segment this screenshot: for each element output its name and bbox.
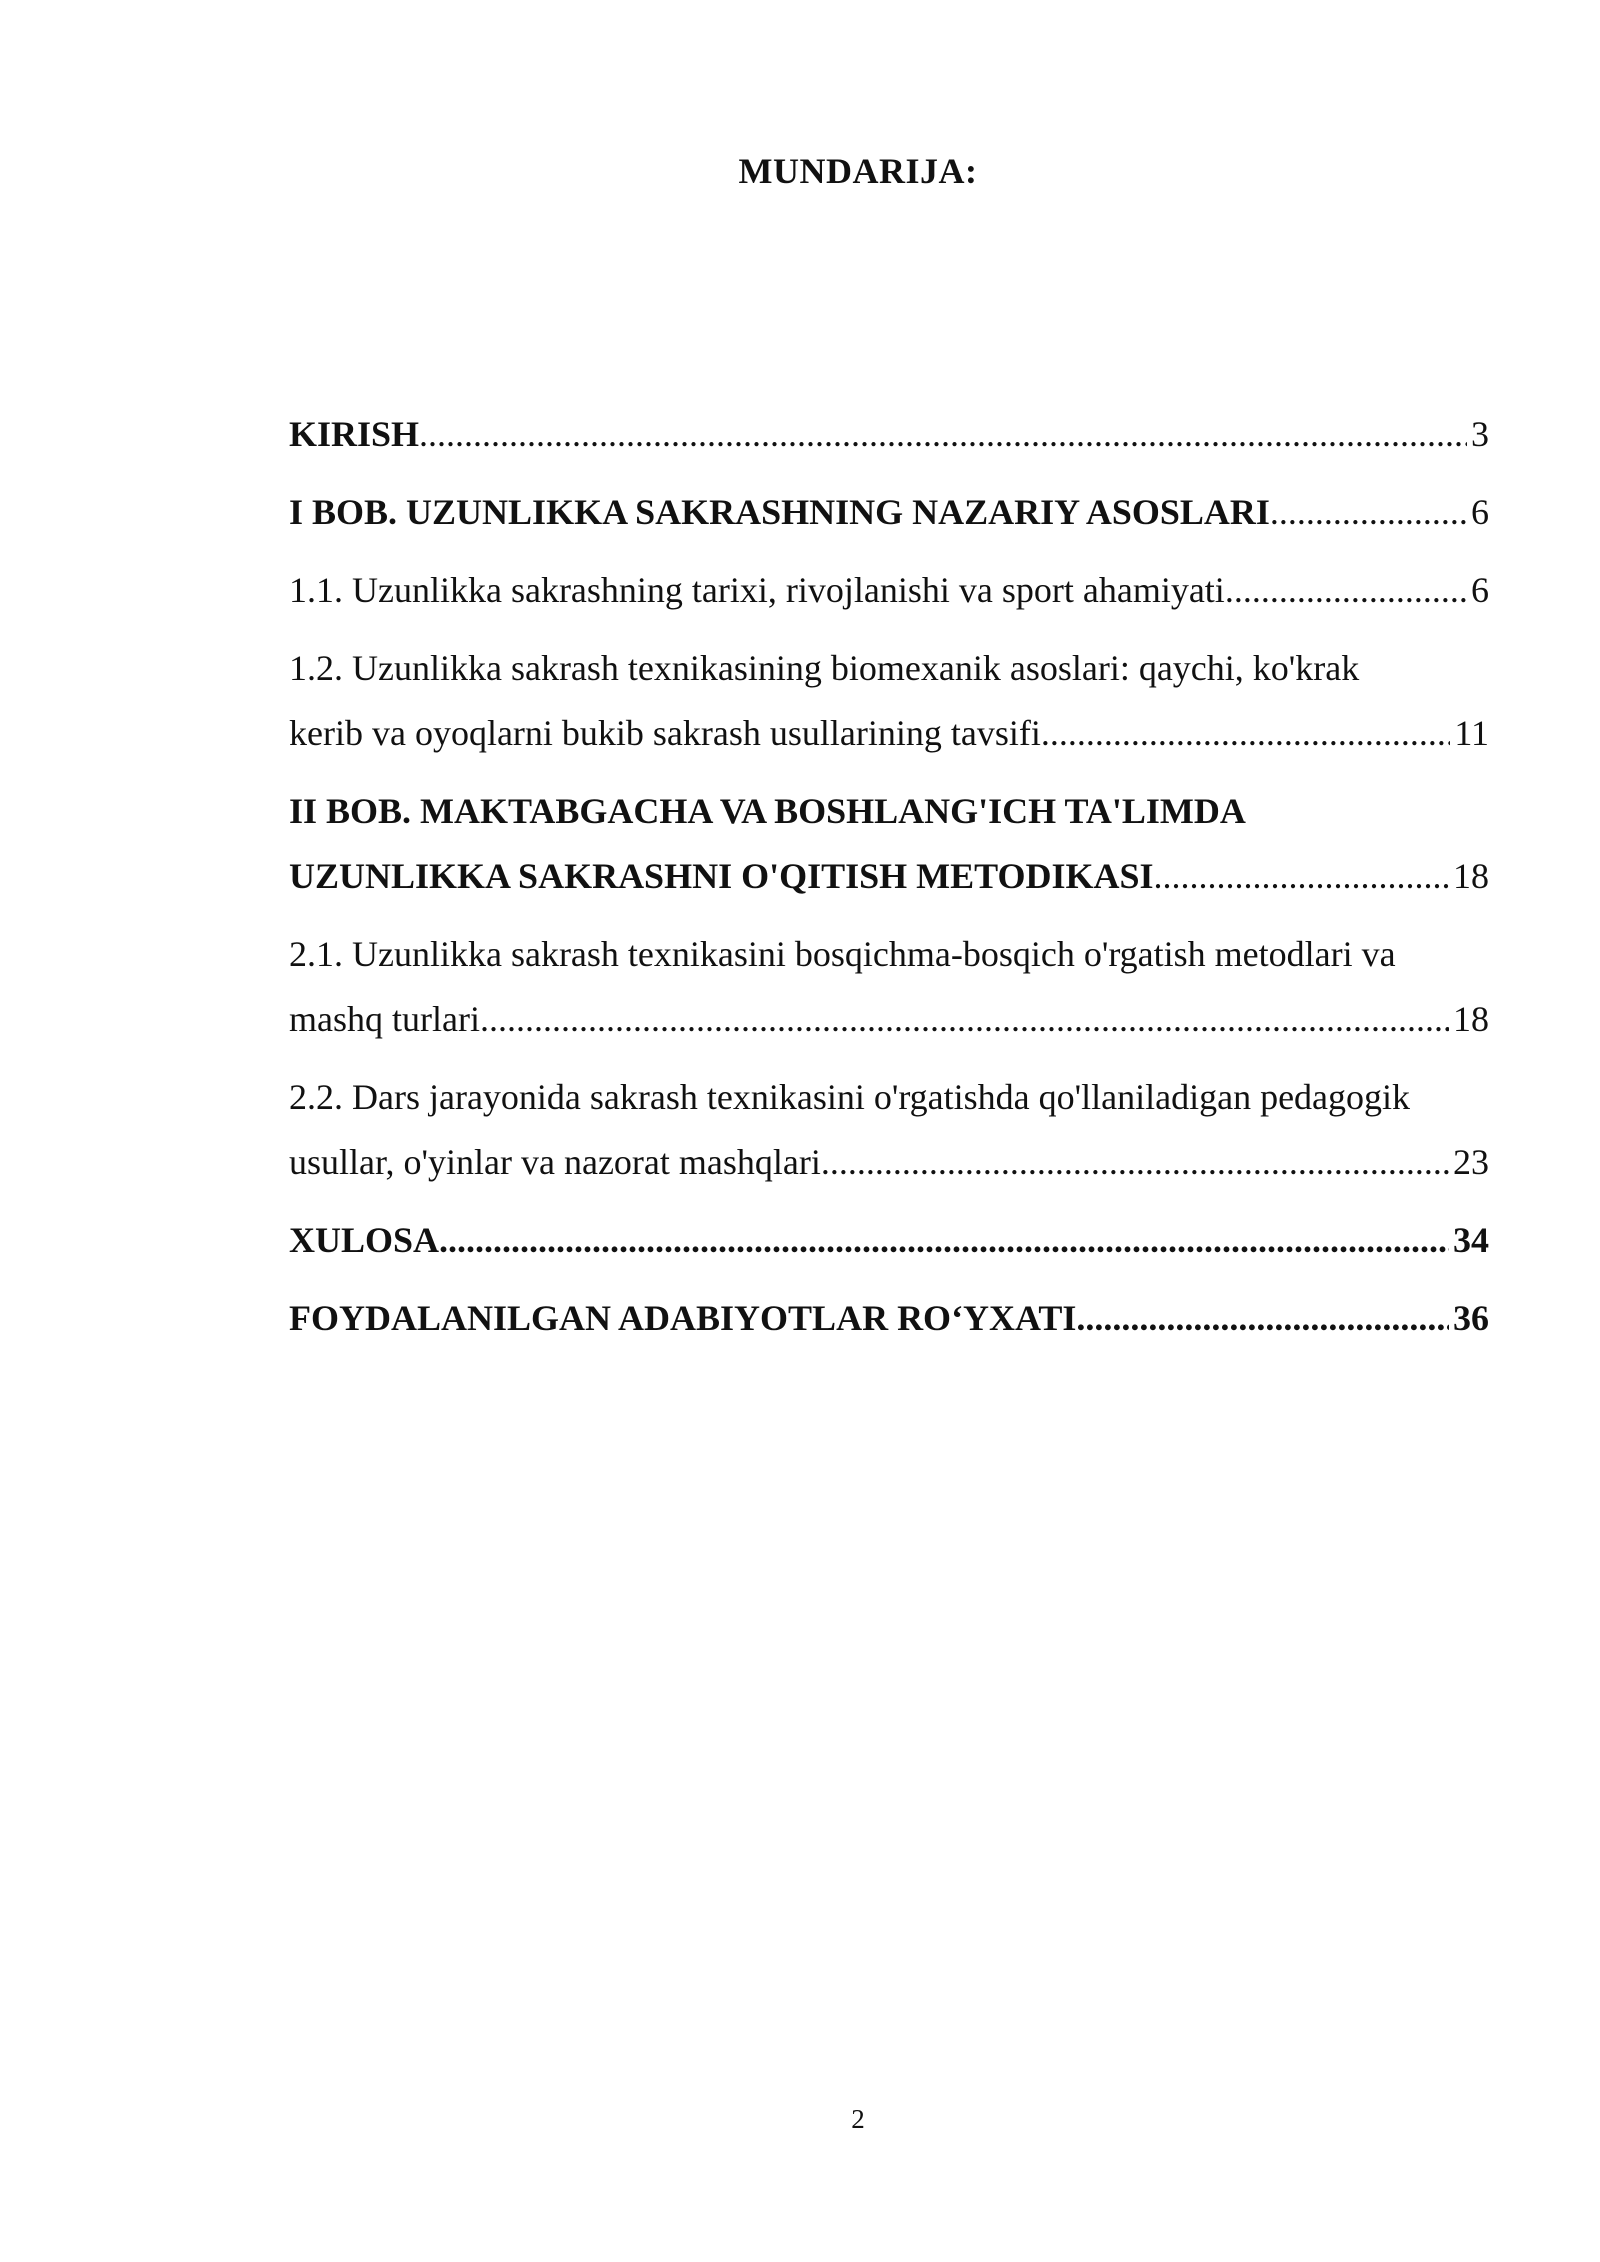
toc-entry-chapter-1[interactable] bbox=[289, 480, 1489, 545]
toc-entry-title-line: 2.2. Dars jarayonida sakrash texnikasini o'rgatishda qo'llaniladigan pedagogik bbox=[289, 1077, 1411, 1117]
toc-page-number: 18 bbox=[1453, 999, 1489, 1039]
toc-entry-bibliography[interactable] bbox=[289, 1286, 1489, 1351]
dot-leader bbox=[480, 987, 1449, 1052]
toc-entry-section-1-2[interactable] bbox=[289, 636, 1489, 766]
dot-leader bbox=[1041, 701, 1450, 766]
toc-entry-section-1-1[interactable] bbox=[289, 558, 1489, 623]
toc-page-number: 6 bbox=[1471, 492, 1489, 532]
toc-entry-title-line: 2.1. Uzunlikka sakrash texnikasini bosqichma-bosqich o'rgatish metodlari va bbox=[289, 934, 1396, 974]
toc-page-number: 3 bbox=[1471, 414, 1489, 454]
toc-entry-kirish[interactable] bbox=[289, 402, 1489, 467]
page-number: 2 bbox=[851, 2104, 865, 2134]
dot-leader bbox=[1225, 558, 1467, 623]
toc-entry-title: FOYDALANILGAN ADABIYOTLAR RO‘YXATI bbox=[289, 1298, 1077, 1338]
toc-entry-title-line: mashq turlari bbox=[289, 999, 480, 1039]
dot-leader bbox=[1154, 844, 1449, 909]
page-title: MUNDARIJA: bbox=[738, 151, 978, 191]
table-of-contents bbox=[289, 402, 1489, 1364]
toc-page-number: 11 bbox=[1454, 713, 1489, 753]
toc-entry-title-line: usullar, o'yinlar va nazorat mashqlari bbox=[289, 1142, 821, 1182]
toc-entry-section-2-1[interactable] bbox=[289, 922, 1489, 1052]
toc-page-number: 36 bbox=[1453, 1298, 1489, 1338]
toc-entry-title: XULOSA bbox=[289, 1220, 440, 1260]
toc-entry-title-line: II BOB. MAKTABGACHA VA BOSHLANG'ICH TA'LIMDA bbox=[289, 791, 1246, 831]
toc-page-number: 34 bbox=[1453, 1220, 1489, 1260]
toc-page-number: 23 bbox=[1453, 1142, 1489, 1182]
dot-leader bbox=[821, 1130, 1449, 1195]
toc-entry-title: I BOB. UZUNLIKKA SAKRASHNING NAZARIY ASOSLARI bbox=[289, 492, 1270, 532]
toc-page-number: 18 bbox=[1453, 856, 1489, 896]
toc-entry-title-line: 1.2. Uzunlikka sakrash texnikasining biomexanik asoslari: qaychi, ko'krak bbox=[289, 648, 1360, 688]
toc-entry-title: KIRISH bbox=[289, 414, 420, 454]
dot-leader bbox=[1076, 1286, 1449, 1351]
toc-entry-title-line: UZUNLIKKA SAKRASHNI O'QITISH METODIKASI bbox=[289, 856, 1154, 896]
dot-leader bbox=[439, 1208, 1449, 1273]
dot-leader bbox=[419, 402, 1467, 467]
dot-leader bbox=[1270, 480, 1467, 545]
toc-entry-xulosa[interactable] bbox=[289, 1208, 1489, 1273]
toc-page-number: 6 bbox=[1471, 570, 1489, 610]
toc-entry-section-2-2[interactable] bbox=[289, 1065, 1489, 1195]
toc-entry-chapter-2[interactable] bbox=[289, 779, 1489, 909]
toc-entry-title: 1.1. Uzunlikka sakrashning tarixi, rivojlanishi va sport ahamiyati bbox=[289, 570, 1225, 610]
toc-entry-title-line: kerib va oyoqlarni bukib sakrash usullarining tavsifi bbox=[289, 713, 1041, 753]
